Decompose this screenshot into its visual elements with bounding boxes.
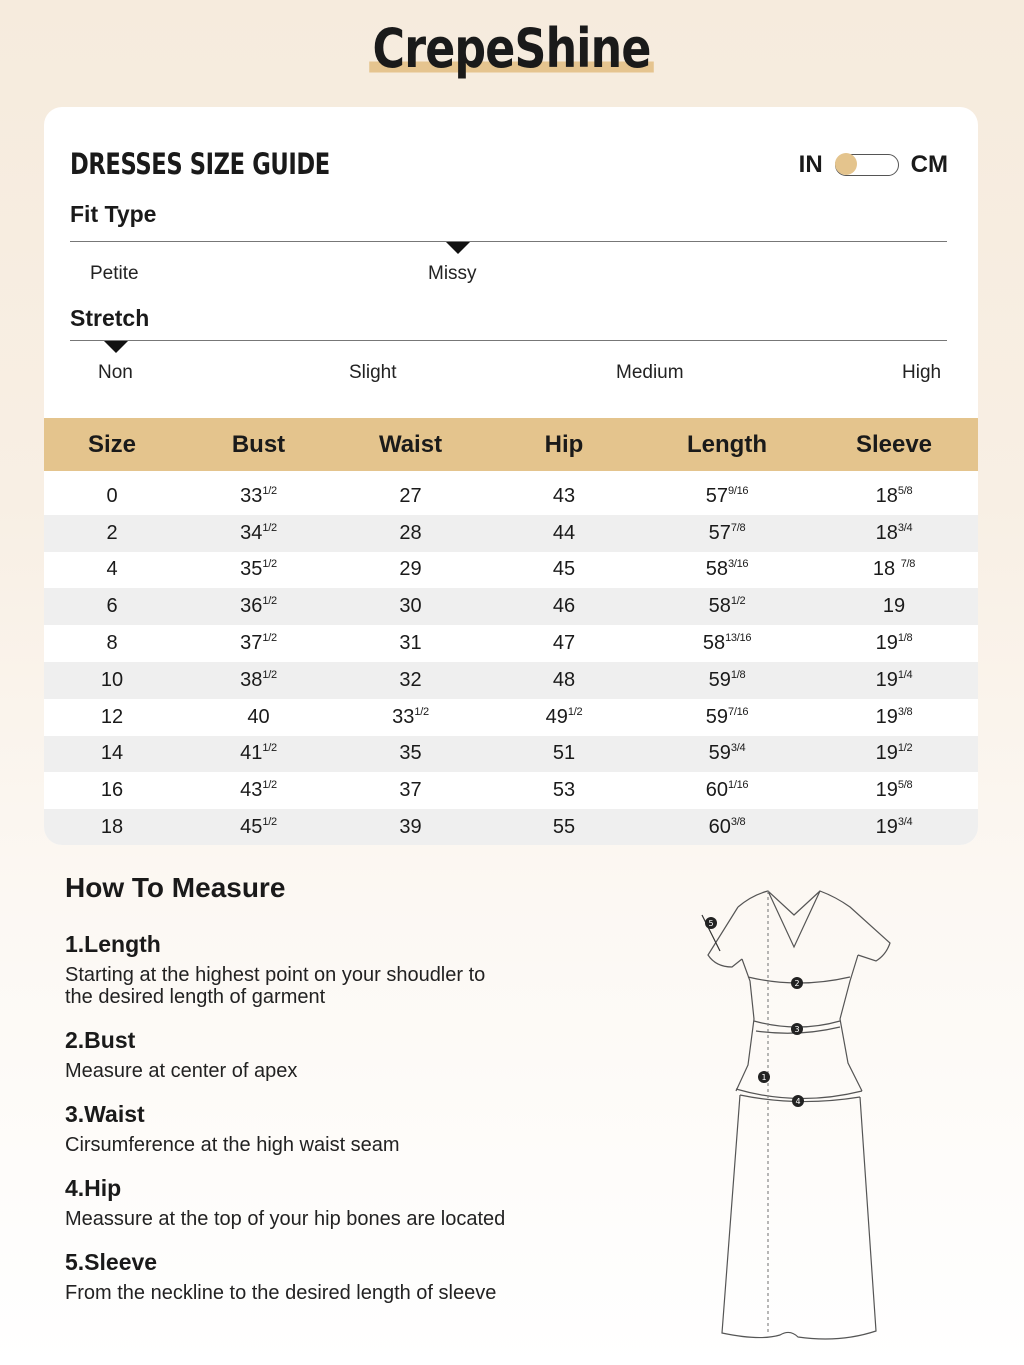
cell-length xyxy=(644,779,810,802)
cell-length xyxy=(644,632,810,655)
stretch-option-slight[interactable]: Slight xyxy=(349,362,397,383)
step-waist xyxy=(65,1100,585,1156)
cell-value: 16 xyxy=(100,779,124,802)
cell-value: 60 xyxy=(708,816,731,839)
table-row xyxy=(44,625,978,662)
fit-type-marker[interactable] xyxy=(446,242,470,254)
cell-hip xyxy=(484,816,644,839)
header-hip: Hip xyxy=(544,430,584,458)
cell-value: 4 xyxy=(106,558,118,581)
fit-type-label: Fit Type xyxy=(70,201,157,227)
cell-value: 44 xyxy=(552,521,576,544)
marker-5-label: 5 xyxy=(708,919,714,928)
cell-bust xyxy=(180,632,337,655)
cell-fraction: 1/2 xyxy=(262,595,277,608)
table-row xyxy=(44,736,978,773)
header-length: Length xyxy=(687,430,767,458)
cell-fraction: 1/2 xyxy=(262,521,277,534)
cell-size xyxy=(44,485,180,508)
cell-value: 39 xyxy=(399,816,422,839)
cell-bust xyxy=(180,779,337,802)
cell-size xyxy=(44,522,180,545)
header-size: Size xyxy=(87,430,137,458)
size-guide-card xyxy=(44,107,978,845)
cell-length xyxy=(644,558,810,581)
cell-sleeve xyxy=(810,742,978,765)
cell-fraction: 1/2 xyxy=(730,595,746,608)
cell-value: 19 xyxy=(875,742,898,765)
cell-fraction: 1/8 xyxy=(730,668,746,681)
step-hip xyxy=(65,1174,585,1230)
step-length xyxy=(65,930,585,1008)
cell-fraction: 1/2 xyxy=(897,742,913,755)
cell-size xyxy=(44,816,180,839)
cell-value: 10 xyxy=(100,668,124,691)
cell-value: 53 xyxy=(552,779,576,802)
step-sleeve xyxy=(65,1248,585,1304)
step-text: From the neckline to the desired length of sleeve xyxy=(65,1282,497,1304)
cell-bust xyxy=(180,706,337,729)
marker-3-icon xyxy=(791,1023,803,1035)
cell-bust xyxy=(180,558,337,581)
cell-value: 43 xyxy=(240,779,263,802)
step-title: 3.Waist xyxy=(65,1101,145,1127)
cell-sleeve xyxy=(810,522,978,545)
cell-waist xyxy=(337,669,484,692)
cell-value: 38 xyxy=(240,668,263,691)
cell-value: 19 xyxy=(875,779,898,802)
stretch-option-non[interactable]: Non xyxy=(98,362,133,383)
step-title: 5.Sleeve xyxy=(65,1249,158,1275)
cell-waist xyxy=(337,706,484,729)
table-row xyxy=(44,699,978,736)
cell-fraction: 3/8 xyxy=(897,705,913,718)
cell-value: 2 xyxy=(106,521,118,544)
cell-value: 59 xyxy=(708,668,731,691)
marker-4-icon xyxy=(792,1095,804,1107)
cell-value: 51 xyxy=(552,742,576,765)
table-row xyxy=(44,588,978,625)
cell-value: 28 xyxy=(399,521,422,544)
cell-value: 49 xyxy=(545,705,568,728)
cell-bust xyxy=(180,522,337,545)
step-text: Meassure at the top of your hip bones are located xyxy=(65,1208,506,1230)
cell-sleeve xyxy=(810,669,978,692)
cell-bust xyxy=(180,669,337,692)
cell-fraction: 3/16 xyxy=(728,558,749,571)
cell-waist xyxy=(337,779,484,802)
cell-value: 32 xyxy=(399,668,422,691)
cell-fraction: 3/4 xyxy=(897,816,913,829)
cell-hip xyxy=(484,485,644,508)
dress-outline xyxy=(702,891,890,1339)
table-row xyxy=(44,772,978,809)
cell-value: 0 xyxy=(106,484,118,507)
cell-value: 19 xyxy=(875,705,898,728)
brand-header xyxy=(0,18,1024,80)
stretch-marker[interactable] xyxy=(104,341,128,353)
cell-fraction: 1/2 xyxy=(262,484,277,497)
header-bust: Bust xyxy=(231,430,286,458)
cell-waist xyxy=(337,485,484,508)
cell-value: 37 xyxy=(240,632,263,655)
cell-bust xyxy=(180,485,337,508)
cell-value: 35 xyxy=(399,742,422,765)
table-row xyxy=(44,515,978,552)
unit-toggle[interactable] xyxy=(799,151,948,179)
cell-fraction: 7/16 xyxy=(728,705,749,718)
measure-markers xyxy=(705,917,804,1107)
fit-option-missy[interactable]: Missy xyxy=(428,263,477,284)
cell-value: 36 xyxy=(240,595,263,618)
cell-fraction: 5/8 xyxy=(897,484,913,497)
step-title: 1.Length xyxy=(65,931,161,957)
marker-1-icon xyxy=(758,1071,770,1083)
cell-value: 58 xyxy=(702,632,726,655)
cell-value: 55 xyxy=(552,816,576,839)
cell-value: 58 xyxy=(708,595,731,618)
cell-value: 27 xyxy=(399,484,422,507)
cell-hip xyxy=(484,558,644,581)
cell-fraction: 1/16 xyxy=(728,779,749,792)
marker-1-label: 1 xyxy=(761,1073,767,1082)
cell-value: 57 xyxy=(705,484,729,507)
cell-sleeve xyxy=(810,632,978,655)
cell-hip xyxy=(484,632,644,655)
cell-value: 47 xyxy=(552,632,576,655)
stretch-label: Stretch xyxy=(70,305,150,331)
cell-fraction: 1/2 xyxy=(567,705,583,718)
cell-fraction: 5/8 xyxy=(897,779,913,792)
cell-value: 35 xyxy=(240,558,263,581)
cell-fraction: 1/2 xyxy=(262,558,277,571)
cell-waist xyxy=(337,816,484,839)
cell-value: 6 xyxy=(106,595,118,618)
cell-value: 12 xyxy=(100,705,124,728)
brand-logo: CrepeShine xyxy=(370,18,655,80)
cell-value: 40 xyxy=(247,705,270,728)
cell-fraction: 9/16 xyxy=(728,484,749,497)
cell-value: 19 xyxy=(882,595,906,618)
cell-value: 18 xyxy=(875,484,898,507)
table-row xyxy=(44,809,978,845)
cell-value: 58 xyxy=(705,558,729,581)
cell-value: 45 xyxy=(552,558,576,581)
cell-hip xyxy=(484,595,644,618)
cell-waist xyxy=(337,558,484,581)
fit-option-petite[interactable]: Petite xyxy=(90,263,139,284)
cell-value: 60 xyxy=(705,779,729,802)
cell-size xyxy=(44,632,180,655)
cell-value: 48 xyxy=(552,668,576,691)
step-text: Measure at center of apex xyxy=(65,1060,298,1082)
cell-length xyxy=(644,742,810,765)
cell-fraction: 3/4 xyxy=(730,742,746,755)
cell-value: 37 xyxy=(399,779,422,802)
cell-sleeve xyxy=(810,595,978,618)
cell-hip xyxy=(484,779,644,802)
marker-3-label: 3 xyxy=(794,1025,800,1034)
cell-value: 14 xyxy=(100,742,124,765)
cell-fraction: 1/2 xyxy=(262,779,277,792)
cell-length xyxy=(644,816,810,839)
cell-waist xyxy=(337,632,484,655)
cell-value: 59 xyxy=(708,742,731,765)
cell-bust xyxy=(180,742,337,765)
cell-size xyxy=(44,742,180,765)
cell-fraction: 7/8 xyxy=(730,521,746,534)
header-sleeve: Sleeve xyxy=(855,430,933,458)
cell-fraction: 3/8 xyxy=(730,816,746,829)
stretch-option-high[interactable]: High xyxy=(902,362,942,383)
cell-fraction: 1/2 xyxy=(262,668,277,681)
cell-length xyxy=(644,485,810,508)
cell-hip xyxy=(484,742,644,765)
guide-title: DRESSES SIZE GUIDE xyxy=(70,147,330,181)
cell-value: 29 xyxy=(399,558,422,581)
step-text: Cirsumference at the high waist seam xyxy=(65,1134,400,1156)
cell-size xyxy=(44,706,180,729)
cell-size xyxy=(44,779,180,802)
cell-value: 45 xyxy=(240,816,263,839)
cell-fraction: 3/4 xyxy=(897,521,913,534)
cell-waist xyxy=(337,742,484,765)
size-table-body xyxy=(44,478,978,845)
cell-sleeve xyxy=(810,779,978,802)
table-row xyxy=(44,552,978,589)
cell-value: 30 xyxy=(399,595,422,618)
cell-value: 19 xyxy=(875,668,898,691)
cell-size xyxy=(44,669,180,692)
cell-value: 57 xyxy=(708,521,731,544)
how-to-measure-title: How To Measure xyxy=(65,872,286,903)
how-to-measure xyxy=(65,872,585,1322)
cell-value: 19 xyxy=(875,632,898,655)
stretch-option-medium[interactable]: Medium xyxy=(616,362,684,383)
cell-sleeve xyxy=(810,816,978,839)
cell-value: 43 xyxy=(552,484,576,507)
cell-hip xyxy=(484,706,644,729)
step-text: Starting at the highest point on your shoudler to the desired length of garment xyxy=(65,964,486,1008)
cell-value: 33 xyxy=(240,484,263,507)
cell-value: 31 xyxy=(399,632,422,655)
cell-fraction: 1/8 xyxy=(897,632,913,645)
cell-value: 34 xyxy=(240,521,263,544)
step-title: 2.Bust xyxy=(65,1027,136,1053)
cell-sleeve xyxy=(810,485,978,508)
cell-fraction: 1/4 xyxy=(897,668,913,681)
marker-5-icon xyxy=(705,917,717,929)
header-waist: Waist xyxy=(378,430,443,458)
cell-value: 18 xyxy=(872,558,901,581)
cell-sleeve xyxy=(810,706,978,729)
cell-value: 19 xyxy=(875,816,898,839)
cell-bust xyxy=(180,595,337,618)
unit-switch-knob[interactable] xyxy=(835,153,857,175)
cell-value: 46 xyxy=(552,595,576,618)
stretch-track[interactable] xyxy=(70,340,947,341)
cell-fraction: 1/2 xyxy=(262,632,277,645)
cell-length xyxy=(644,595,810,618)
cell-size xyxy=(44,558,180,581)
cell-fraction: 1/2 xyxy=(262,742,277,755)
cell-value: 41 xyxy=(240,742,263,765)
cell-length xyxy=(644,669,810,692)
marker-4-label: 4 xyxy=(795,1097,801,1106)
cell-value: 8 xyxy=(106,632,118,655)
fit-type-track[interactable] xyxy=(70,241,947,242)
table-row xyxy=(44,478,978,515)
cell-value: 59 xyxy=(705,705,729,728)
size-table-header xyxy=(44,418,978,471)
unit-cm-label[interactable]: CM xyxy=(910,151,948,178)
cell-value: 18 xyxy=(875,521,898,544)
cell-sleeve xyxy=(810,558,978,581)
cell-bust xyxy=(180,816,337,839)
dress-illustration xyxy=(690,885,900,1345)
cell-length xyxy=(644,706,810,729)
cell-size xyxy=(44,595,180,618)
cell-length xyxy=(644,522,810,545)
cell-waist xyxy=(337,595,484,618)
cell-fraction: 13/16 xyxy=(725,632,752,645)
unit-switch[interactable] xyxy=(835,154,899,176)
marker-2-icon xyxy=(791,977,803,989)
cell-fraction: 1/2 xyxy=(414,705,429,718)
cell-value: 18 xyxy=(100,816,124,839)
marker-2-label: 2 xyxy=(794,979,800,988)
step-title: 4.Hip xyxy=(65,1175,122,1201)
table-row xyxy=(44,662,978,699)
cell-fraction: 1/2 xyxy=(262,816,277,829)
cell-value: 33 xyxy=(392,705,415,728)
cell-hip xyxy=(484,669,644,692)
unit-in-label[interactable]: IN xyxy=(798,151,823,178)
cell-waist xyxy=(337,522,484,545)
cell-hip xyxy=(484,522,644,545)
step-bust xyxy=(65,1026,585,1082)
cell-fraction: 7/8 xyxy=(900,558,916,571)
